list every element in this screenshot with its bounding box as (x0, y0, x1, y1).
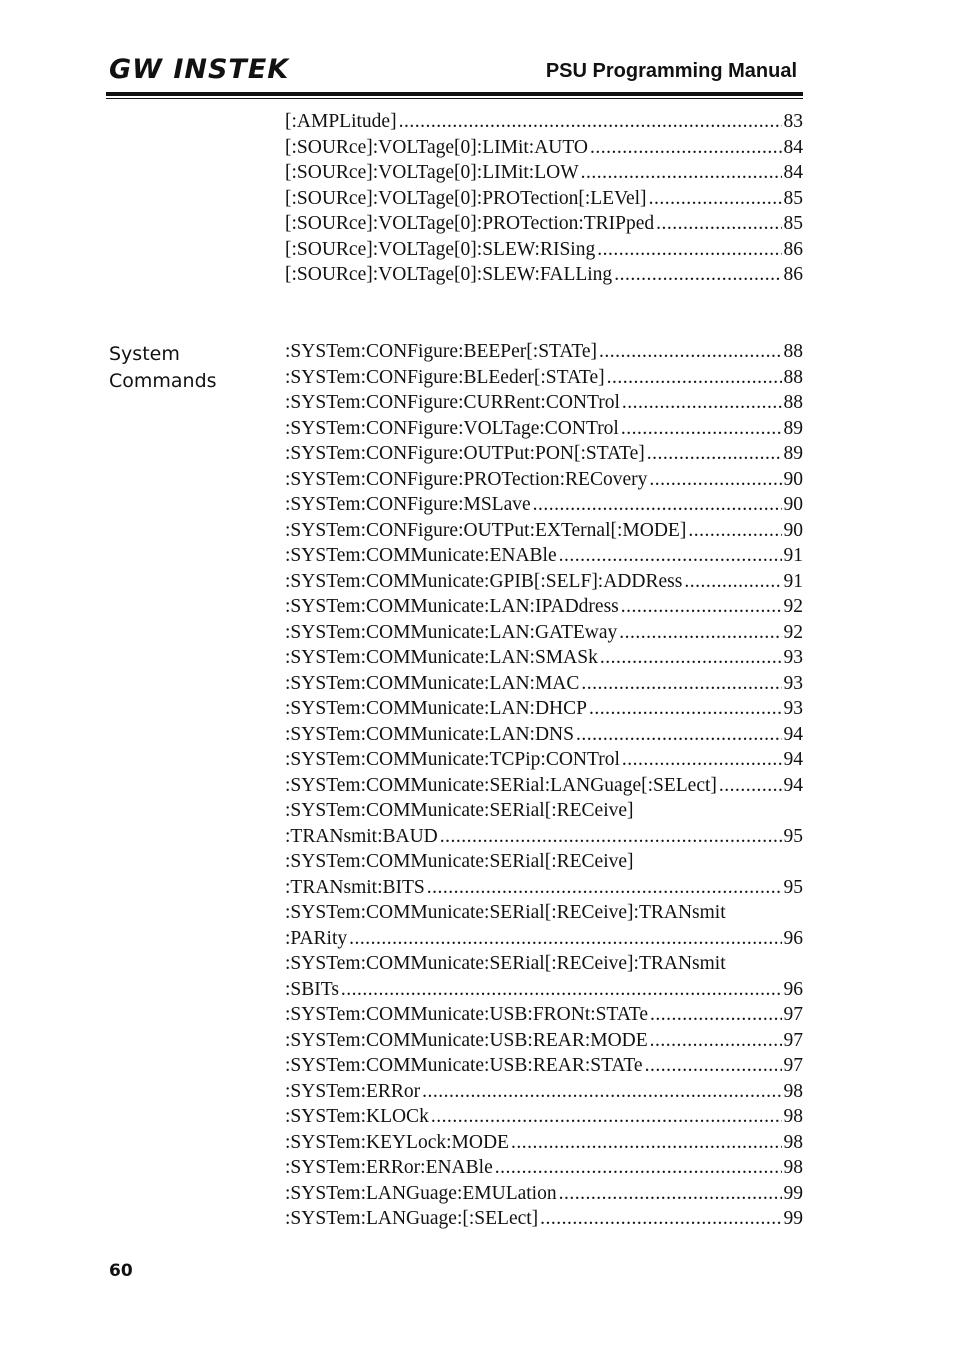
toc-entry[interactable] (285, 773, 803, 799)
toc-entry-page: 88 (783, 392, 803, 413)
toc-entry-label: :SYSTem:KEYLock:MODE (285, 1131, 509, 1153)
toc-entry-label: :SYSTem:COMMunicate:LAN:DHCP (285, 698, 587, 719)
toc-entry-label: :SYSTem:COMMunicate:USB:FRONt:STATe (285, 1004, 648, 1025)
toc-entry-label: :SYSTem:COMMunicate:LAN:DNS (285, 723, 574, 745)
toc-entry[interactable] (285, 1130, 803, 1156)
toc-entry-label: :PARity (285, 927, 348, 949)
header-rule-thin (106, 98, 803, 99)
toc-entry-label: :SYSTem:CONFigure:OUTPut:EXTernal[:MODE] (285, 519, 687, 541)
toc-entry-page: 99 (783, 1182, 803, 1204)
toc-entry[interactable] (285, 467, 803, 493)
toc-entry-first-line: :SYSTem:COMMunicate:SERial[:RECeive]:TRANsmit (285, 902, 726, 923)
toc-entry-label: :TRANsmit:BAUD (285, 825, 438, 847)
toc-leader-dots (614, 262, 781, 288)
toc-leader-dots (576, 722, 782, 748)
toc-entry-page: 85 (783, 213, 803, 234)
toc-leader-dots (581, 671, 781, 697)
toc-leader-dots (645, 1053, 782, 1079)
manual-title: PSU Programming Manual (545, 60, 797, 82)
toc-entry[interactable] (285, 875, 803, 901)
toc-entry-page: 84 (783, 162, 803, 183)
toc-entry-label: :SYSTem:COMMunicate:LAN:MAC (285, 672, 580, 694)
toc-entry-label: :SYSTem:KLOCk (285, 1106, 429, 1127)
toc-entry[interactable] (285, 211, 803, 237)
toc-entry[interactable] (285, 339, 803, 365)
toc-entry-label: [:AMPLitude] (285, 111, 397, 132)
toc-entry-label: :SYSTem:COMMunicate:LAN:GATEway (285, 621, 618, 643)
toc-entry-page: 95 (783, 876, 803, 898)
toc-entry[interactable] (285, 160, 803, 186)
toc-entry-page: 85 (783, 187, 803, 209)
toc-entry[interactable] (285, 824, 803, 850)
toc-entry[interactable] (285, 594, 803, 620)
toc-entry-first-line: :SYSTem:COMMunicate:SERial[:RECeive]:TRANsmit (285, 953, 726, 974)
toc-entry-label: [:SOURce]:VOLTage[0]:PROTection:TRIPped (285, 213, 655, 234)
toc-entry-label: :SYSTem:COMMunicate:USB:REAR:MODE (285, 1029, 648, 1051)
toc-entry-label: :SYSTem:CONFigure:BEEPer[:STATe] (285, 341, 598, 362)
toc-leader-dots (511, 1130, 782, 1156)
toc-entry[interactable] (285, 1028, 803, 1054)
toc-entry-page: 91 (783, 545, 803, 566)
toc-entry[interactable] (285, 1155, 803, 1181)
toc-entry[interactable] (285, 645, 803, 671)
toc-leader-dots (589, 696, 782, 722)
toc-entry[interactable] (285, 1104, 803, 1130)
toc-entry-page: 92 (783, 596, 803, 617)
toc-leader-dots (649, 186, 782, 212)
toc-entry-page: 92 (783, 621, 803, 643)
toc-entry[interactable] (285, 262, 803, 288)
toc-entry[interactable] (285, 186, 803, 212)
brand-logo: GW INSTEK (109, 54, 290, 85)
toc-list-source (285, 109, 803, 288)
toc-entry-page: 89 (783, 443, 803, 464)
toc-entry[interactable] (285, 1206, 803, 1232)
toc-entry-page: 90 (783, 519, 803, 541)
toc-leader-dots (559, 1181, 782, 1207)
toc-leader-dots (422, 1079, 781, 1105)
toc-entry-page: 93 (783, 647, 803, 668)
toc-entry-page: 90 (783, 494, 803, 515)
toc-leader-dots (559, 543, 782, 569)
toc-leader-dots (599, 339, 781, 365)
toc-entry[interactable] (285, 1053, 803, 1079)
toc-entry[interactable] (285, 620, 803, 646)
section-label-line1: System (109, 343, 180, 365)
toc-entry-page: 90 (783, 468, 803, 490)
toc-entry-label: :SYSTem:COMMunicate:LAN:SMASk (285, 647, 598, 668)
toc-leader-dots (349, 926, 781, 952)
toc-entry[interactable] (285, 1181, 803, 1207)
toc-entry-page: 99 (783, 1208, 803, 1229)
toc-entry-label: :SYSTem:CONFigure:MSLave (285, 494, 531, 515)
toc-leader-dots (688, 518, 781, 544)
toc-entry[interactable] (285, 135, 803, 161)
toc-entry-page: 95 (783, 825, 803, 847)
toc-entry-page: 96 (783, 927, 803, 949)
toc-entry-label: :SYSTem:COMMunicate:USB:REAR:STATe (285, 1055, 643, 1076)
toc-entry-label: :SYSTem:ERRor (285, 1080, 421, 1102)
toc-leader-dots (590, 135, 781, 161)
toc-leader-dots (431, 1104, 782, 1130)
toc-entry-label: :SYSTem:COMMunicate:LAN:IPADdress (285, 596, 619, 617)
toc-entry-label: [:SOURce]:VOLTage[0]:SLEW:RISing (285, 238, 596, 260)
toc-leader-dots (622, 390, 782, 416)
toc-entry[interactable] (285, 977, 803, 1003)
toc-entry-label: :SYSTem:COMMunicate:ENABle (285, 545, 557, 566)
toc-leader-dots (581, 160, 782, 186)
toc-leader-dots (427, 875, 782, 901)
toc-leader-dots (656, 211, 781, 237)
toc-leader-dots (533, 492, 782, 518)
toc-entry-label: :SYSTem:COMMunicate:GPIB[:SELF]:ADDRess (285, 570, 683, 592)
toc-entry-page: 98 (783, 1131, 803, 1153)
toc-entry-page: 86 (783, 264, 803, 285)
toc-leader-dots (684, 569, 781, 595)
toc-entry[interactable] (285, 543, 803, 569)
toc-entry-first-line: :SYSTem:COMMunicate:SERial[:RECeive] (285, 800, 634, 821)
toc-leader-dots (619, 620, 781, 646)
toc-leader-dots (621, 594, 782, 620)
toc-entry-label: :SYSTem:CONFigure:VOLTage:CONTrol (285, 417, 619, 439)
toc-leader-dots (647, 441, 782, 467)
toc-entry-label: :SBITs (285, 978, 339, 1000)
toc-entry[interactable] (285, 441, 803, 467)
toc-leader-dots (607, 365, 782, 391)
toc-list-system (285, 339, 803, 1232)
toc-entry-label: :SYSTem:LANGuage:EMULation (285, 1182, 557, 1204)
toc-entry-label: [:SOURce]:VOLTage[0]:LIMit:AUTO (285, 136, 589, 158)
toc-entry-page: 97 (783, 1055, 803, 1076)
toc-entry-label: :SYSTem:CONFigure:BLEeder[:STATe] (285, 366, 605, 388)
toc-entry[interactable] (285, 109, 803, 135)
toc-leader-dots (495, 1155, 782, 1181)
toc-leader-dots (650, 1028, 782, 1054)
toc-entry[interactable] (285, 365, 803, 391)
toc-entry-label: :SYSTem:ERRor:ENABle (285, 1157, 493, 1178)
toc-entry-page: 93 (783, 698, 803, 719)
toc-leader-dots (540, 1206, 781, 1232)
toc-entry[interactable] (285, 926, 803, 952)
toc-entry[interactable] (285, 696, 803, 722)
toc-entry-page: 97 (783, 1004, 803, 1025)
toc-entry-page: 94 (783, 774, 803, 796)
toc-leader-dots (621, 416, 782, 442)
toc-leader-dots (600, 645, 782, 671)
toc-entry-label: :SYSTem:CONFigure:CURRent:CONTrol (285, 392, 620, 413)
toc-entry-label: :SYSTem:CONFigure:OUTPut:PON[:STATe] (285, 443, 645, 464)
toc-leader-dots (622, 747, 782, 773)
toc-entry[interactable] (285, 1079, 803, 1105)
toc-leader-dots (440, 824, 782, 850)
toc-entry-label: [:SOURce]:VOLTage[0]:PROTection[:LEVel] (285, 187, 647, 209)
toc-entry-page: 84 (783, 136, 803, 158)
toc-entry[interactable] (285, 416, 803, 442)
toc-entry-page: 96 (783, 978, 803, 1000)
toc-entry[interactable] (285, 237, 803, 263)
toc-entry[interactable] (285, 390, 803, 416)
toc-entry-page: 98 (783, 1106, 803, 1127)
toc-entry-page: 83 (783, 111, 803, 132)
toc-entry-label: :SYSTem:CONFigure:PROTection:RECovery (285, 468, 648, 490)
toc-entry-page: 98 (783, 1080, 803, 1102)
toc-entry-label: [:SOURce]:VOLTage[0]:SLEW:FALLing (285, 264, 613, 285)
section-label-line2: Commands (109, 370, 217, 392)
toc-entry-page: 86 (783, 238, 803, 260)
toc-entry[interactable] (285, 569, 803, 595)
toc-entry-label: [:SOURce]:VOLTage[0]:LIMit:LOW (285, 162, 579, 183)
toc-leader-dots (649, 467, 781, 493)
toc-entry[interactable] (285, 671, 803, 697)
header-rule-thick (106, 92, 803, 96)
toc-entry-page: 98 (783, 1157, 803, 1178)
toc-entry-page: 93 (783, 672, 803, 694)
toc-leader-dots (719, 773, 782, 799)
toc-leader-dots (650, 1002, 782, 1028)
toc-entry-label: :SYSTem:COMMunicate:SERial:LANGuage[:SELect] (285, 774, 717, 796)
toc-entry[interactable] (285, 747, 803, 773)
toc-entry-page: 94 (783, 723, 803, 745)
toc-entry-page: 91 (783, 570, 803, 592)
toc-entry[interactable] (285, 518, 803, 544)
toc-entry-label: :TRANsmit:BITS (285, 876, 425, 898)
toc-entry[interactable] (285, 1002, 803, 1028)
toc-entry-page: 88 (783, 341, 803, 362)
toc-entry-page: 97 (783, 1029, 803, 1051)
toc-leader-dots (399, 109, 782, 135)
section-label (109, 341, 217, 395)
toc-entry-page: 88 (783, 366, 803, 388)
toc-entry[interactable] (285, 722, 803, 748)
toc-entry-label: :SYSTem:LANGuage:[:SELect] (285, 1208, 539, 1229)
toc-entry-first-line: :SYSTem:COMMunicate:SERial[:RECeive] (285, 851, 634, 872)
toc-entry-page: 89 (783, 417, 803, 439)
page-number: 60 (109, 1261, 133, 1281)
toc-leader-dots (597, 237, 781, 263)
toc-leader-dots (341, 977, 782, 1003)
toc-entry-page: 94 (783, 749, 803, 770)
toc-entry-label: :SYSTem:COMMunicate:TCPip:CONTrol (285, 749, 620, 770)
toc-entry[interactable] (285, 492, 803, 518)
